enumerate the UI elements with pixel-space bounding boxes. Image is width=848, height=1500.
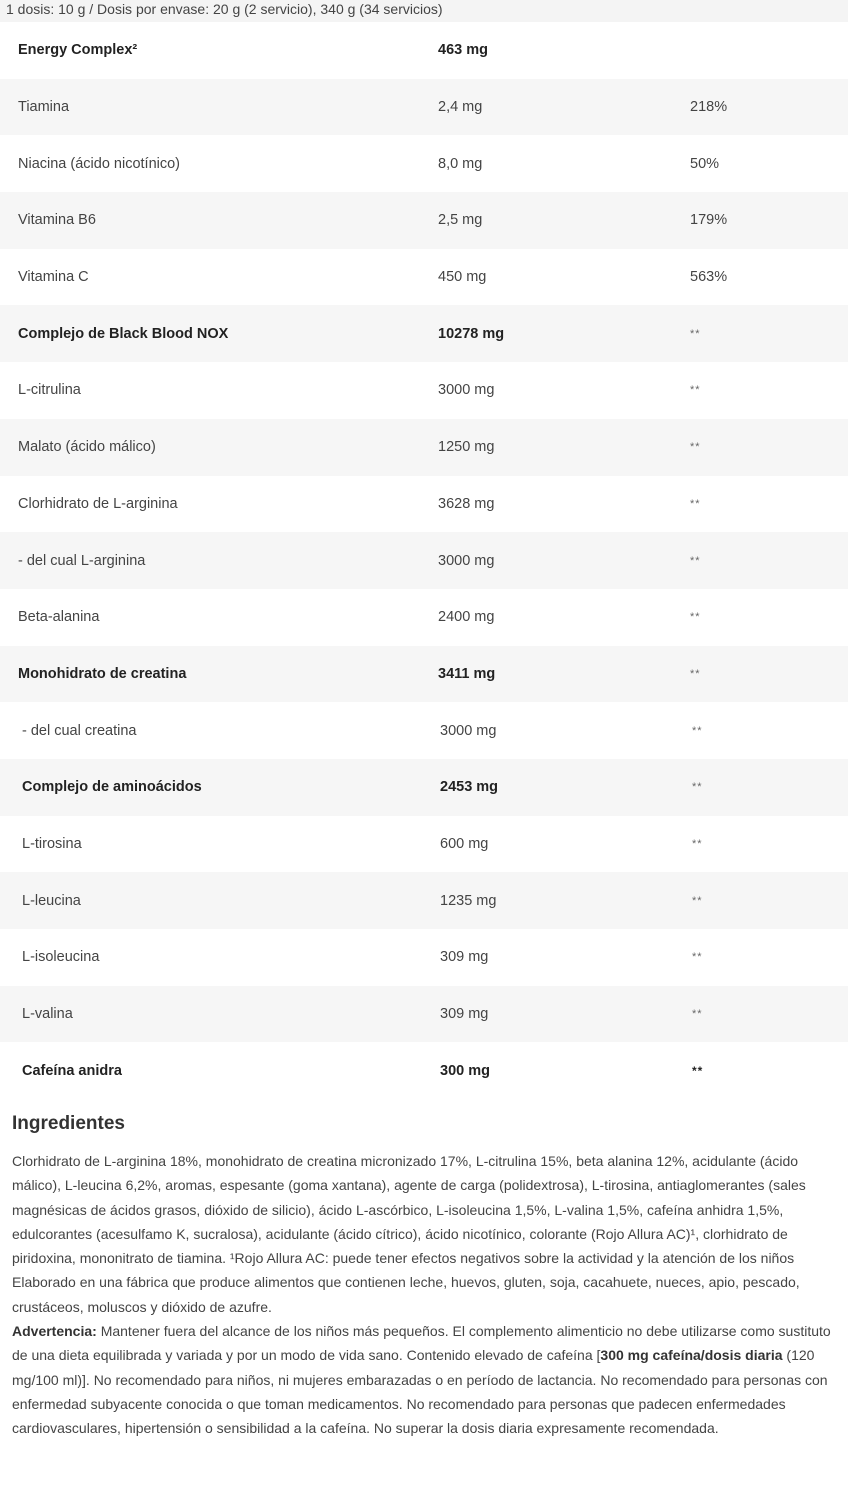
nutrient-amount: 309 mg xyxy=(440,1006,489,1023)
nutrient-percent: ** xyxy=(692,1008,703,1021)
table-row xyxy=(0,986,848,1043)
nutrient-amount: 2,4 mg xyxy=(438,99,483,116)
nutrient-name: Vitamina B6 xyxy=(18,212,96,229)
table-row xyxy=(0,929,848,986)
nutrient-name: - del cual creatina xyxy=(22,722,137,739)
nutrient-percent: 563% xyxy=(690,269,728,286)
table-row xyxy=(0,816,848,873)
nutrient-name: Monohidrato de creatina xyxy=(18,665,187,682)
nutrient-amount: 450 mg xyxy=(438,269,487,286)
nutrition-table xyxy=(0,22,848,1099)
nutrient-percent xyxy=(690,22,810,79)
warning-label: Advertencia: xyxy=(12,1323,97,1340)
nutrient-percent: ** xyxy=(690,384,701,397)
nutrient-name: Niacina (ácido nicotínico) xyxy=(18,155,180,172)
nutrient-name: Energy Complex² xyxy=(18,42,138,59)
warning-text-2: (120 mg/100 ml)]. No recomendado para niños, ni mujeres embarazadas o en período de lactancia. No recomendado para personas con enfermedad subyacente conocida o que toman medicamentos. No recomendado para personas que padecen enfermedades cardiovasculares, hipertensión o sensibilidad a la cafeína. No superar la dosis diaria expresamente recomendada. xyxy=(12,1347,828,1437)
table-row xyxy=(0,759,848,816)
nutrient-amount: 463 mg xyxy=(438,42,488,59)
nutrient-name: - del cual L-arginina xyxy=(18,552,146,569)
nutrient-name: L-valina xyxy=(22,1006,73,1023)
table-row xyxy=(0,135,848,192)
nutrient-name: L-isoleucina xyxy=(22,949,100,966)
table-row xyxy=(0,79,848,136)
nutrient-name: L-leucina xyxy=(22,892,81,909)
nutrient-percent: 179% xyxy=(690,212,728,229)
nutrient-amount: 1235 mg xyxy=(440,892,497,909)
nutrient-amount: 3000 mg xyxy=(440,722,497,739)
table-row xyxy=(0,872,848,929)
nutrient-amount: 2,5 mg xyxy=(438,212,483,229)
nutrient-percent: ** xyxy=(692,951,703,964)
nutrient-name: Vitamina C xyxy=(18,269,89,286)
table-row xyxy=(0,362,848,419)
nutrient-percent: ** xyxy=(690,611,701,624)
allergen-notice: Elaborado en una fábrica que produce alimentos que contienen leche, huevos, gluten, soja, cacahuete, nueces, apio, pescado, crustáceos, moluscos y dióxido de azufre. xyxy=(12,1274,800,1315)
table-row xyxy=(0,702,848,759)
table-row xyxy=(0,305,848,362)
table-row xyxy=(0,532,848,589)
nutrient-name: Clorhidrato de L-arginina xyxy=(18,495,178,512)
nutrient-amount: 3628 mg xyxy=(438,495,495,512)
nutrient-amount: 2400 mg xyxy=(438,609,495,626)
nutrient-name: Complejo de Black Blood NOX xyxy=(18,325,229,342)
nutrient-name: L-tirosina xyxy=(22,835,82,852)
table-row xyxy=(0,646,848,703)
nutrient-amount: 600 mg xyxy=(440,835,489,852)
table-row xyxy=(0,589,848,646)
nutrient-amount: 1250 mg xyxy=(438,439,495,456)
nutrient-amount: 3000 mg xyxy=(438,382,495,399)
nutrient-amount: 3000 mg xyxy=(438,552,495,569)
nutrient-percent: ** xyxy=(692,894,703,907)
ingredients-title: Ingredientes xyxy=(12,1113,125,1134)
table-row xyxy=(0,22,848,79)
nutrient-percent: ** xyxy=(692,837,703,850)
nutrient-name: Complejo de aminoácidos xyxy=(22,779,202,796)
nutrient-amount: 2453 mg xyxy=(440,779,499,796)
serving-info: 1 dosis: 10 g / Dosis por envase: 20 g (2 servicio), 340 g (34 servicios) xyxy=(0,0,848,22)
nutrient-percent: 218% xyxy=(690,99,728,116)
table-row xyxy=(0,1042,848,1099)
nutrient-percent: ** xyxy=(690,667,701,680)
nutrient-percent: ** xyxy=(690,554,701,567)
nutrient-amount: 10278 mg xyxy=(438,325,505,342)
nutrient-name: Cafeína anidra xyxy=(22,1062,122,1079)
nutrient-amount: 8,0 mg xyxy=(438,155,483,172)
table-row xyxy=(0,419,848,476)
nutrient-percent: ** xyxy=(690,327,701,340)
nutrient-name: L-citrulina xyxy=(18,382,81,399)
warning-caffeine-dose: 300 mg cafeína/dosis diaria xyxy=(600,1347,783,1364)
nutrient-name: Malato (ácido málico) xyxy=(18,439,156,456)
nutrient-percent: ** xyxy=(692,724,703,737)
ingredients-list: Clorhidrato de L-arginina 18%, monohidrato de creatina micronizado 17%, L-citrulina 15%, beta alanina 12%, acidulante (ácido málico), L-leucina 6,2%, aromas, espesante (goma xantana), agente de carga (polidextrosa), L-tirosina, antiaglomerantes (sales magnésicas de ácidos grasos, dióxido de silicio), ácido L-ascórbico, L-isoleucina 1,5%, L-valina 1,5%, cafeína anhidra 1,5%, edulcorantes (acesulfamo K, sucralosa), acidulante (ácido cítrico), ácido nicotínico, colorante (Rojo Allura AC)¹, clorhidrato de piridoxina, mononitrato de tiamina. ¹Rojo Allura AC: puede tener efectos negativos sobre la actividad y la atención de los niños xyxy=(12,1153,806,1267)
nutrient-name: Beta-alanina xyxy=(18,609,100,626)
warning-paragraph xyxy=(12,1319,838,1440)
table-row xyxy=(0,476,848,533)
nutrient-percent: ** xyxy=(692,1063,704,1078)
warning-text-1: Mantener fuera del alcance de los niños más pequeños. El complemento alimenticio no debe utilizarse como sustituto de una dieta equilibrada y variada y por un modo de vida sano. Contenido elevado de cafeína [ xyxy=(12,1323,831,1364)
table-row xyxy=(0,249,848,306)
nutrient-percent: ** xyxy=(692,781,703,794)
nutrient-percent: 50% xyxy=(690,155,720,172)
nutrient-percent: ** xyxy=(690,441,701,454)
nutrient-amount: 3411 mg xyxy=(438,665,496,682)
nutrient-percent: ** xyxy=(690,497,701,510)
nutrient-amount: 309 mg xyxy=(440,949,489,966)
table-row xyxy=(0,192,848,249)
ingredients-text xyxy=(12,1149,838,1441)
nutrient-name: Tiamina xyxy=(18,99,70,116)
nutrient-amount: 300 mg xyxy=(440,1062,490,1079)
